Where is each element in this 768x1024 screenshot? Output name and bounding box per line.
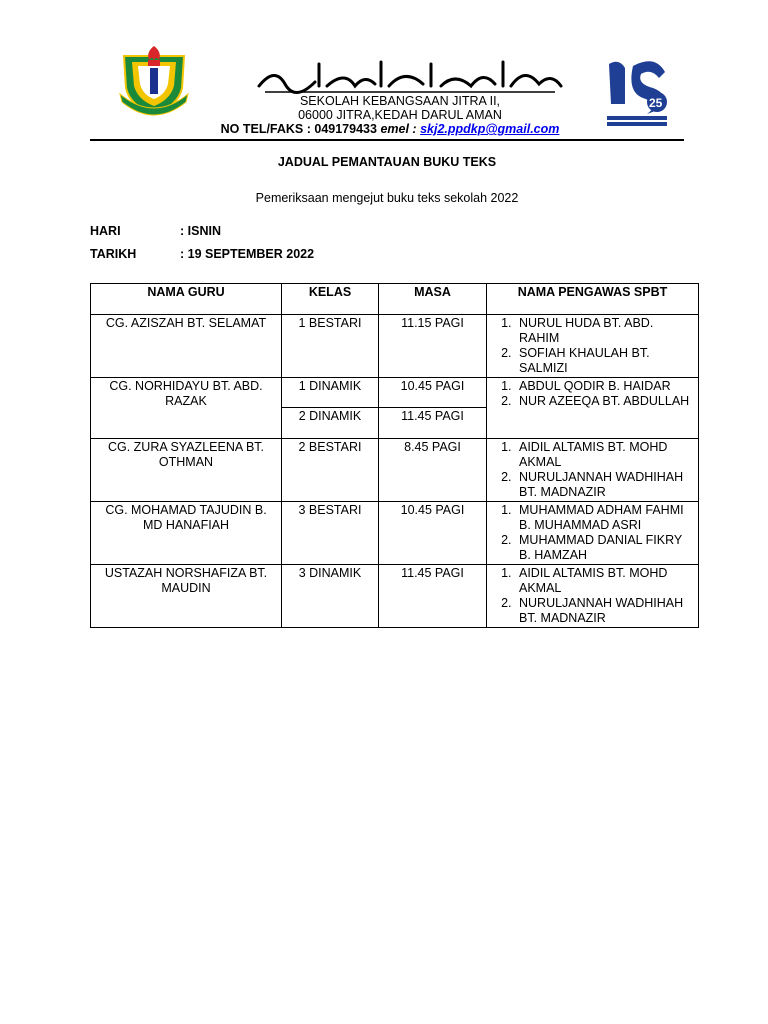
cell-pengawas <box>487 315 699 378</box>
list-item: 1. MUHAMMAD ADHAM FAHMI B. MUHAMMAD ASRI <box>515 503 694 533</box>
cell-pengawas <box>487 439 699 502</box>
tarikh-value: : 19 SEPTEMBER 2022 <box>180 247 315 261</box>
cell-kelas: 3 BESTARI <box>282 502 379 565</box>
list-item: 1. AIDIL ALTAMIS BT. MOHD AKMAL <box>515 566 694 596</box>
list-item: 1. ABDUL QODIR B. HAIDAR <box>515 379 694 394</box>
list-item: 1. AIDIL ALTAMIS BT. MOHD AKMAL <box>515 440 694 470</box>
email-link[interactable]: skj2.ppdkp@gmail.com <box>420 122 560 136</box>
tel-label: NO TEL/FAKS : 049179433 <box>220 122 377 136</box>
list-item: 1. NURUL HUDA BT. ABD. RAHIM <box>515 316 694 346</box>
cell-guru: CG. ZURA SYAZLEENA BT. OTHMAN <box>91 439 282 502</box>
cell-kelas: 1 DINAMIK <box>282 378 379 408</box>
cell-masa: 11.45 PAGI <box>379 565 487 628</box>
svg-text:25: 25 <box>649 96 663 110</box>
cell-guru: USTAZAH NORSHAFIZA BT. MAUDIN <box>91 565 282 628</box>
cell-guru: CG. AZISZAH BT. SELAMAT <box>91 315 282 378</box>
list-item: 2. SOFIAH KHAULAH BT. SALMIZI <box>515 346 694 376</box>
tarikh-label: TARIKH <box>90 247 137 261</box>
cell-masa: 8.45 PAGI <box>379 439 487 502</box>
header-pengawas: NAMA PENGAWAS SPBT <box>487 284 699 315</box>
cell-pengawas <box>487 565 699 628</box>
list-item: 2. NUR AZEEQA BT. ABDULLAH <box>515 394 694 409</box>
cell-kelas: 2 DINAMIK <box>282 408 379 439</box>
cell-masa: 11.45 PAGI <box>379 408 487 439</box>
header-kelas: KELAS <box>282 284 379 315</box>
cell-masa: 10.45 PAGI <box>379 378 487 408</box>
hari-value: : ISNIN <box>180 224 221 238</box>
hari-label: HARI <box>90 224 121 238</box>
document-title: JADUAL PEMANTAUAN BUKU TEKS <box>277 155 497 169</box>
ppd-25-logo-icon <box>603 56 671 130</box>
header-masa: MASA <box>379 284 487 315</box>
cell-pengawas <box>487 378 699 439</box>
cell-kelas: 3 DINAMIK <box>282 565 379 628</box>
table-row <box>91 315 699 378</box>
cell-masa: 10.45 PAGI <box>379 502 487 565</box>
cell-kelas: 1 BESTARI <box>282 315 379 378</box>
table-row <box>91 378 699 408</box>
cell-guru: CG. NORHIDAYU BT. ABD. RAZAK <box>91 378 282 439</box>
list-item: 2. NURULJANNAH WADHIHAH BT. MADNAZIR <box>515 470 694 500</box>
table-row <box>91 502 699 565</box>
jawi-school-name <box>255 56 565 96</box>
cell-kelas: 2 BESTARI <box>282 439 379 502</box>
header-nama-guru: NAMA GURU <box>91 284 282 315</box>
cell-pengawas <box>487 502 699 565</box>
school-name: SEKOLAH KEBANGSAAN JITRA II, <box>299 94 501 108</box>
email-label: emel : <box>380 122 417 136</box>
contact-line <box>160 122 620 136</box>
list-item: 2. NURULJANNAH WADHIHAH BT. MADNAZIR <box>515 596 694 626</box>
document-subtitle: Pemeriksaan mengejut buku teks sekolah 2022 <box>255 191 519 205</box>
list-item: 2. MUHAMMAD DANIAL FIKRY B. HAMZAH <box>515 533 694 563</box>
schedule-table <box>90 283 699 628</box>
table-header-row <box>91 284 699 315</box>
cell-masa: 11.15 PAGI <box>379 315 487 378</box>
school-address: 06000 JITRA,KEDAH DARUL AMAN <box>298 108 502 122</box>
cell-guru: CG. MOHAMAD TAJUDIN B. MD HANAFIAH <box>91 502 282 565</box>
school-crest-icon <box>118 42 190 116</box>
table-row <box>91 439 699 502</box>
header-divider <box>90 139 684 141</box>
table-row <box>91 565 699 628</box>
